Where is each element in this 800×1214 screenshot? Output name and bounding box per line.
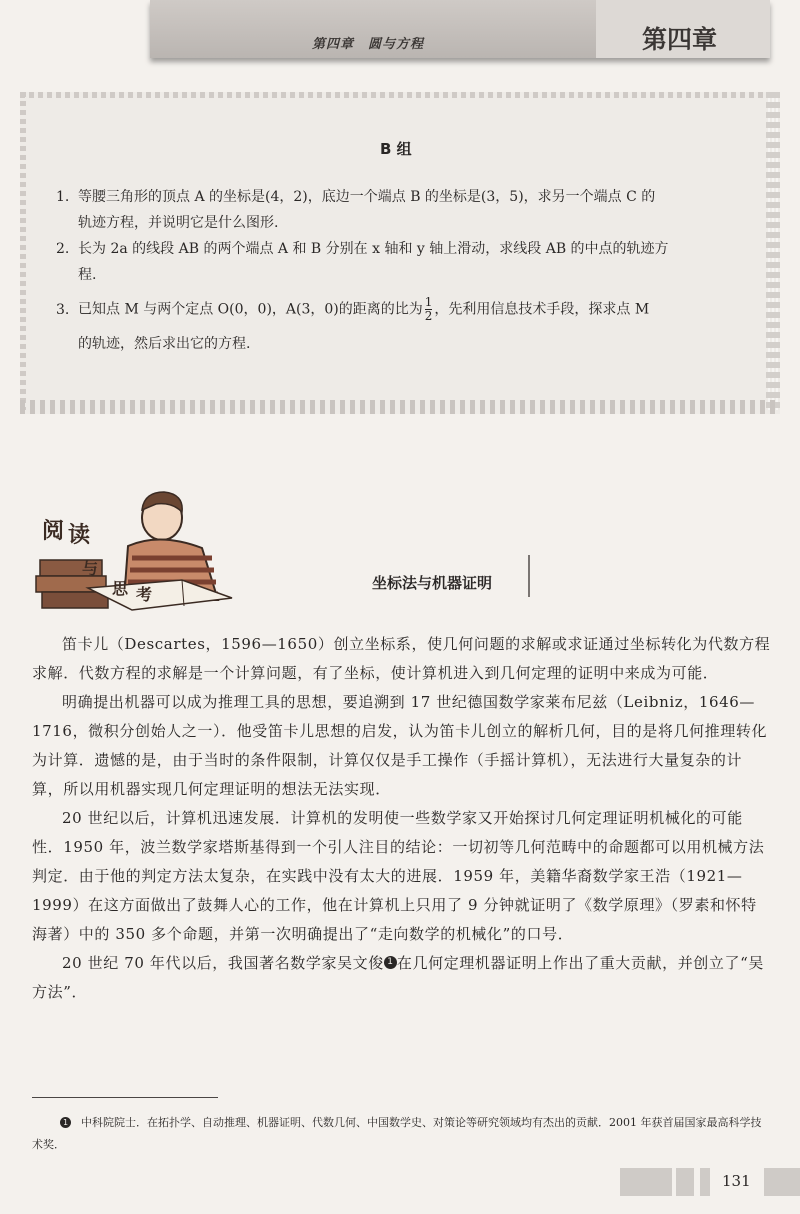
exercise-text: 已知点 M 与两个定点 O(0，0)，A(3，0)的距离的比为 — [78, 301, 423, 318]
article-paragraph: 20 世纪以后，计算机迅速发展．计算机的发明使一些数学家又开始探讨几何定理证明机械化的可能性．1950 年，波兰数学家塔斯基得到一个引人注目的结论：一切初等几何范畴中的命题都可以用机械方法判定．由于他的判定方法太复杂，在实践中没有太大的进展．1959 年，美籍华裔数学家王浩（1921—1999）在这方面做出了鼓舞人心的工作，他在计算机上只用了 9 分钟就证明了《数学原理》（罗素和怀特海著）中的 350 多个命题，并第一次明确提出了“走向数学的机械化”的口号． — [32, 809, 765, 943]
badge-char: 阅 — [42, 519, 65, 544]
fraction-one-half — [425, 296, 433, 323]
article-paragraph: 明确提出机器可以成为推理工具的思想，要追溯到 17 世纪德国数学家莱布尼兹（Leibniz，1646—1716，微积分创始人之一）．他受笛卡儿思想的启发，认为笛卡儿创立的解析几何，目的是将几何推理转化为计算．遗憾的是，由于当时的条件限制，计算仅仅是手工操作（手摇计算机），无法进行大量复杂的计算，所以用机器实现几何定理证明的想法无法实现． — [32, 693, 768, 798]
exercise-number: 1. — [56, 189, 70, 205]
badge-char: 与 — [82, 559, 99, 578]
page-bar-block — [700, 1168, 710, 1196]
exercise-item-3 — [56, 296, 649, 357]
fraction-denominator: 2 — [424, 309, 433, 323]
footnote — [32, 1112, 772, 1156]
exercise-group-title: B 组 — [380, 140, 412, 158]
page-bar-block — [676, 1168, 694, 1196]
exercise-box-border-right — [766, 92, 780, 410]
fraction-numerator: 1 — [424, 295, 433, 309]
article-paragraph: 笛卡儿（Descartes，1596—1650）创立坐标系，使几何问题的求解或求证通过坐标转化为代数方程求解．代数方程的求解是一个计算问题，有了坐标，使计算机进入到几何定理的证明中来成为可能． — [32, 635, 771, 682]
exercise-text: 程. — [78, 267, 97, 283]
exercise-box-border-left — [20, 92, 26, 410]
page-bar-block — [764, 1168, 800, 1196]
exercise-box-border-top — [20, 92, 780, 98]
footnote-text: 中科院院士．在拓扑学、自动推理、机器证明、代数几何、中国数学史、对策论等研究领域均有杰出的贡献．2001 年获首届国家最高科学技术奖． — [32, 1116, 762, 1151]
read-and-think-illustration — [32, 488, 252, 618]
exercise-text: 轨迹方程，并说明它是什么图形. — [78, 215, 279, 231]
page-bar-block — [620, 1168, 672, 1196]
running-header-title: 第四章 圆与方程 — [312, 37, 425, 52]
exercise-item-2 — [56, 236, 669, 288]
page-number: 131 — [722, 1172, 751, 1190]
badge-char: 考 — [136, 585, 153, 604]
exercise-number: 3. — [56, 301, 70, 318]
exercise-text: ，先利用信息技术手段，探求点 M — [434, 301, 650, 318]
article-body — [32, 630, 772, 1007]
exercise-text: 长为 2a 的线段 AB 的两个端点 A 和 B 分别在 x 轴和 y 轴上滑动，求线段 AB 的中点的轨迹方 — [78, 241, 669, 257]
article-text: 在几何定理机器证明上作出了重大贡献，并创立了“吴方法”． — [32, 954, 764, 1001]
exercise-item-1 — [56, 184, 655, 236]
reading-boy-icon — [88, 492, 232, 610]
footnote-divider — [32, 1097, 218, 1098]
exercise-number: 2. — [56, 241, 70, 257]
exercise-text: 的轨迹，然后求出它的方程. — [78, 336, 251, 352]
section-title: 坐标法与机器证明 — [372, 574, 493, 592]
exercise-box-border-bottom — [20, 400, 780, 414]
badge-char: 读 — [68, 523, 91, 548]
article-text: 20 世纪 70 年代以后，我国著名数学家吴文俊 — [62, 954, 384, 972]
chapter-label: 第四章 — [642, 25, 718, 54]
badge-char: 思 — [112, 579, 129, 598]
footnote-marker: 1 — [384, 956, 397, 969]
exercise-text: 等腰三角形的顶点 A 的坐标是(4，2)，底边一个端点 B 的坐标是(3，5)，求另一个端点 C 的 — [78, 189, 656, 205]
footnote-marker: 1 — [60, 1117, 71, 1128]
article-paragraph — [32, 949, 772, 1007]
